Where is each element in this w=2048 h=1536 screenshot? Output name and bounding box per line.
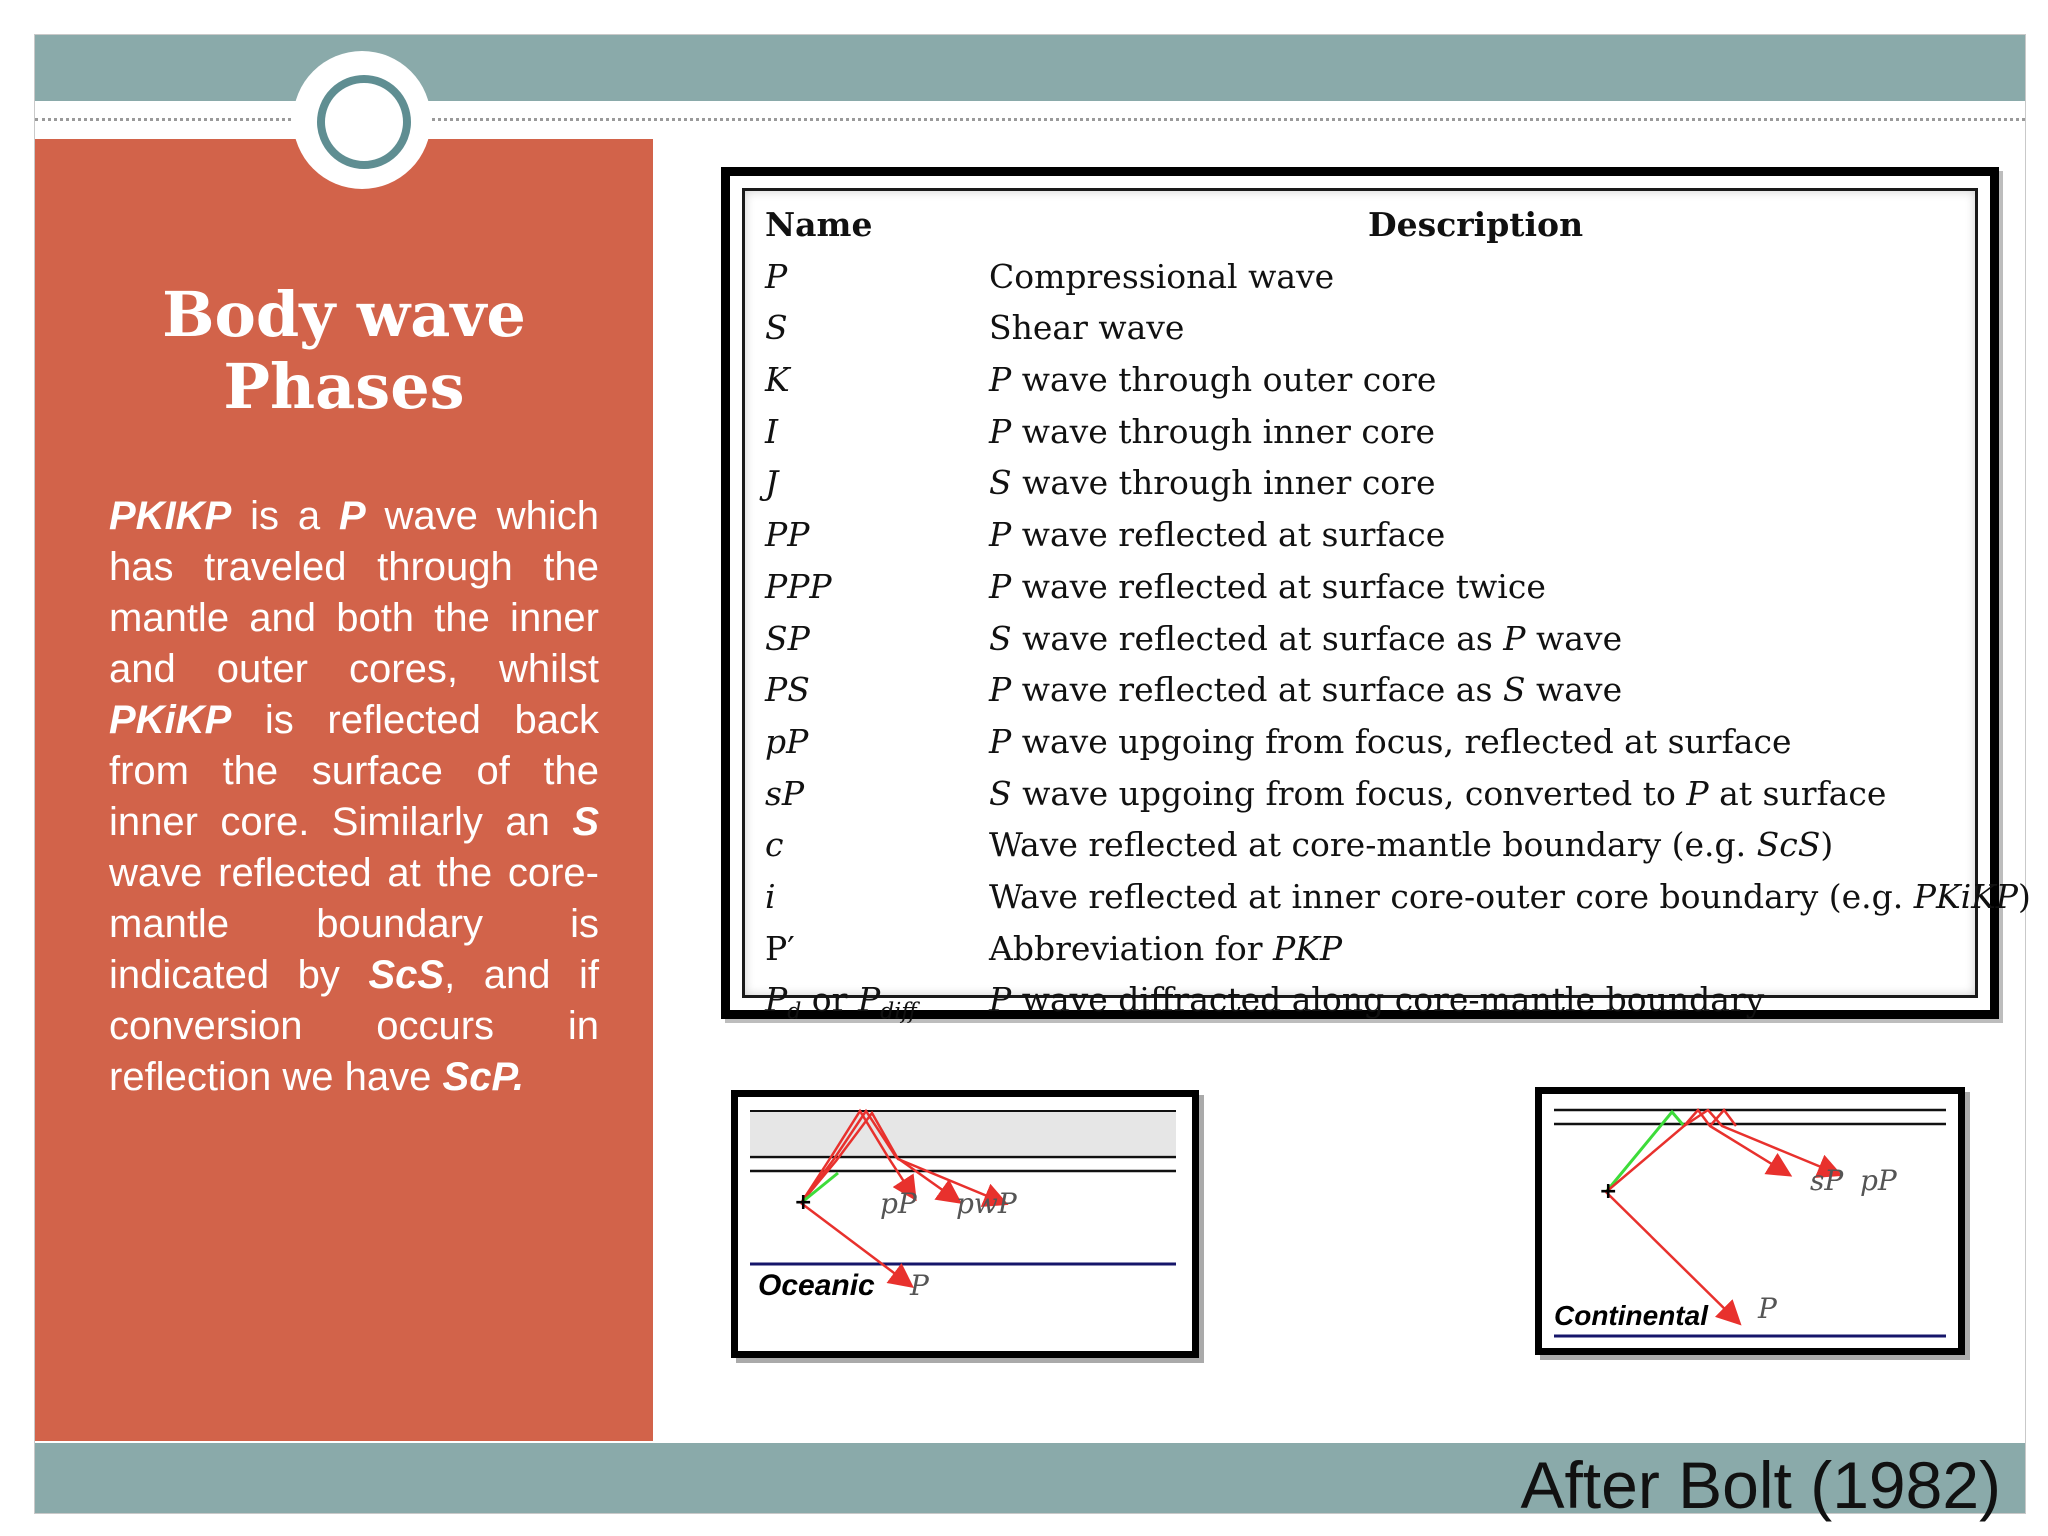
body-text: PKIKP is a P wave which has traveled through the mantle and both the inner and outer cores, whilst PKiKP is reflected back from the surface of the inner core. Similarly an S wave reflected at the core-mantle boundary is indicated by ScS, and if conversion occurs in reflection we have ScP. — [109, 494, 599, 1099]
oceanic-diagram — [731, 1090, 1199, 1358]
left-panel — [35, 139, 653, 1441]
bottom-band — [35, 1443, 2025, 1522]
svg-text:+: + — [1599, 1179, 1618, 1204]
header-name: Name — [765, 205, 873, 244]
phase-label-pP: pP — [880, 1187, 917, 1220]
phase-label-sP: sP — [1810, 1164, 1844, 1197]
header-description: Description — [1368, 205, 1584, 244]
continental-diagram — [1535, 1087, 1965, 1355]
slide — [34, 34, 2031, 1522]
source-credit: After Bolt (1982) — [1520, 1448, 2001, 1522]
oceanic-ray-paths — [738, 1097, 1192, 1351]
ring-ornament-icon — [293, 51, 431, 189]
phase-label-pP: pP — [1860, 1164, 1897, 1197]
svg-text:+: + — [794, 1190, 813, 1215]
oceanic-label: Oceanic — [758, 1269, 875, 1302]
phase-label-pwP: pwP — [956, 1187, 1017, 1220]
phase-label-P: P — [910, 1269, 929, 1302]
phase-table: Name Description P Compressional wave S Shear wave K P wave through outer core I P wave through inner core J S wave through inner core PP P wave reflected at surface PPP P wave reflected at surface twice SP S wave reflected at surface as P wave PS P wave reflected at surface as S wave pP P wave upgoing from focus, reflected at surface sP S wave upgoing from focus, converted to P at surface c Wave reflected at core-mantle boundary (e.g. ScS) i Wave reflected at inner core-outer core boundary (e.g. PKiKP) P′ Abbreviation for PKP $P_d$ or $P_{diff}$ P wave diffracted along core-mantle boundary — [721, 167, 1999, 1019]
phase-label-P: P — [1758, 1292, 1777, 1325]
slide-title: Body wave Phases — [162, 278, 526, 423]
continental-label: Continental — [1554, 1300, 1708, 1331]
